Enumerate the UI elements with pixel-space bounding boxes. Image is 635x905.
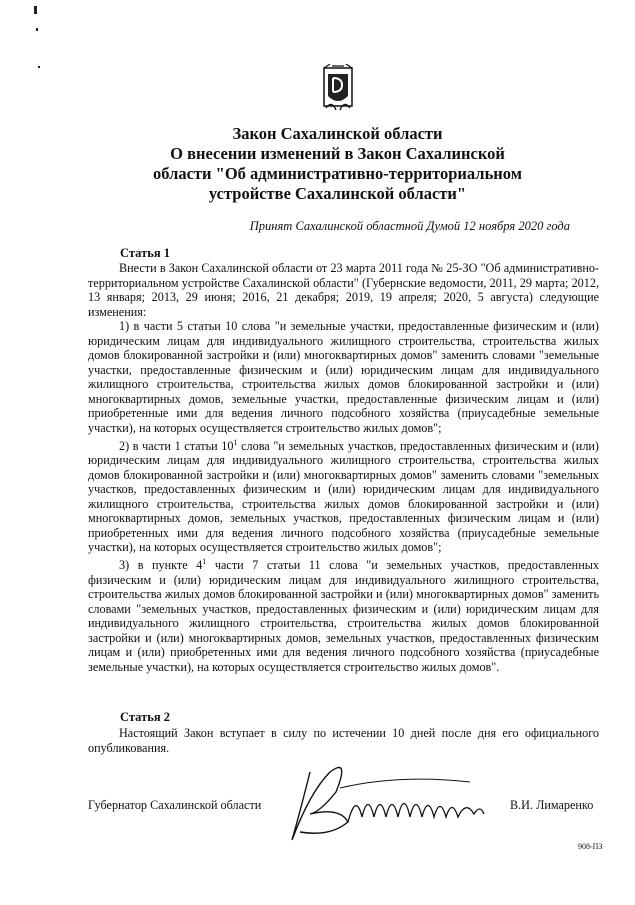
title-line: О внесении изменений в Закон Сахалинской (170, 144, 505, 163)
article-2-heading: Статья 2 (120, 710, 170, 724)
item-3-rest: части 7 статьи 11 слова "и земельных участков, предоставленных физическим и (или) юридическим лицам для индивидуального жилищного строительства, строительства жилых домов блокированной застройки и (или) многоквартирных домов" заменить словами "земельных участков, предоставленных физическим и (или) юридическим лицам для индивидуального жилищного строительства, строительства жилых домов блокированной застройки и (или) многоквартирных домов, земельных участков, предоставленных физическим лицам и (или) приобретенных ими для ведения личного подсобного хозяйства (приусадебные земельные участки), на которых осуществляется строительство жилых домов". (88, 558, 599, 674)
handwritten-signature (270, 752, 510, 852)
superscript: 1 (202, 557, 207, 566)
item-2-start: 2) в части 1 статьи 10 (119, 438, 234, 453)
title-line: Закон Сахалинской области (232, 124, 443, 143)
item-2-rest: слова "и земельных участков, предоставленных физическим и (или) юридическим лицам для индивидуального жилищного строительства, строительства жилых домов блокированной застройки и (или) многоквартирных домов" заменить словами "земельных участков, предоставленных физическим и (или) юридическим лицам для индивидуального жилищного строительства, строительства жилых домов блокированной застройки и (или) многоквартирных домов, земельных участков, предоставленных физическим лицам и (или) приобретенных ими для ведения личного подсобного хозяйства (приусадебные земельные участки), на которых осуществляется строительство жилых домов"; (88, 438, 599, 555)
article-2-text: Настоящий Закон вступает в силу по истечении 10 дней после дня его официального опубликования. (88, 726, 599, 755)
governor-title: Губернатор Сахалинской области (88, 798, 262, 812)
scan-artifact (38, 66, 40, 68)
document-number: 908-ПЗ (578, 842, 603, 851)
title-line: области "Об административно-территориальном (153, 164, 522, 183)
article-1-intro: Внести в Закон Сахалинской области от 23 марта 2011 года № 25-ЗО "Об административно-территориальном устройстве Сахалинской области" (Губернские ведомости, 2011, 29 марта; 2012, 13 января; 2013, 29 июня; 2016, 21 декабря; 2019, 19 апреля; 2020, 5 августа) следующие изменения: (88, 261, 599, 319)
article-2-body (88, 726, 599, 755)
item-3-start: 3) в пункте 4 (119, 558, 203, 573)
superscript: 1 (233, 437, 238, 447)
sakhalin-coat-of-arms-icon (322, 64, 354, 112)
article-1-heading: Статья 1 (120, 246, 170, 260)
article-1-item-3 (88, 555, 599, 674)
article-1-item-2 (88, 436, 599, 555)
adoption-note: Принят Сахалинской областной Думой 12 ноября 2020 года (249, 219, 570, 233)
article-1-body (88, 261, 599, 674)
governor-name: В.И. Лимаренко (510, 798, 594, 812)
article-1-item-1: 1) в части 5 статьи 10 слова "и земельные участки, предоставленные физическим и (или) юридическим лицам для индивидуального жилищного строительства, строительства жилых домов блокированной застройки и (или) многоквартирных домов" заменить словами "земельные участки, предоставленные физическим и (или) юридическим лицам для индивидуального жилищного строительства, строительства жилых домов блокированной застройки и (или) многоквартирных домов, земельные участки, предоставленные физическим лицам и (или) приобретенные ими для ведения личного подсобного хозяйства (приусадебные земельные участки), на которых осуществляется строительство жилых домов"; (88, 319, 599, 436)
law-title (60, 124, 615, 204)
scan-artifact (34, 6, 37, 14)
scan-artifact (36, 28, 38, 31)
title-line: устройстве Сахалинской области" (208, 184, 467, 203)
